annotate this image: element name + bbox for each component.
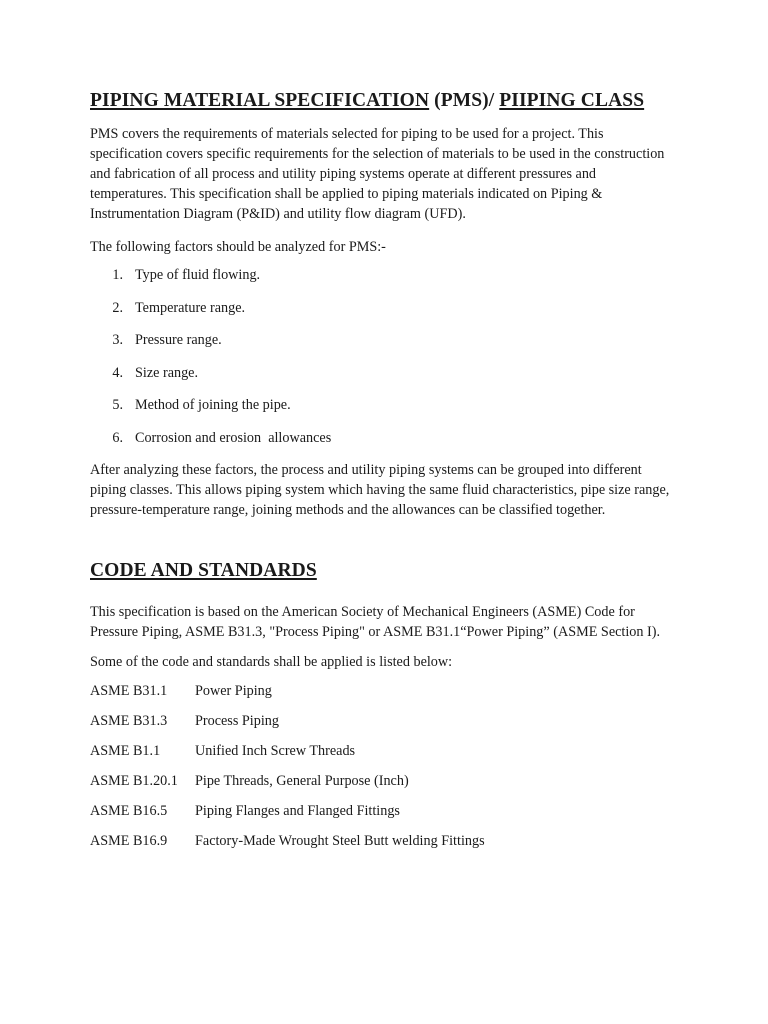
list-item-number: 3. bbox=[112, 332, 123, 348]
list-item bbox=[90, 395, 690, 428]
pms-intro-paragraph: PMS covers the requirements of materials selected for piping to be used for a project. This specification covers specific requirements for the selection of materials to be used in the construction and fabrication of all process and utility piping systems operate at different pressures and temperatures. This specification shall be applied to piping materials indicated on Piping & Instrumentation Diagram (P&ID) and utility flow diagram (UFD). bbox=[90, 126, 665, 222]
list-item bbox=[90, 298, 690, 331]
list-item-number: 1. bbox=[112, 267, 123, 283]
standard-row bbox=[90, 831, 690, 861]
code-standards-heading-text: CODE AND STANDARDS bbox=[90, 559, 317, 581]
factors-intro: The following factors should be analyzed for PMS:- bbox=[90, 239, 386, 255]
list-item-number: 4. bbox=[112, 364, 123, 381]
standard-code: ASME B1.20.1 bbox=[90, 772, 178, 789]
list-item-number: 6. bbox=[112, 429, 123, 446]
list-item-number: 2. bbox=[112, 299, 123, 316]
standard-code: ASME B31.1 bbox=[90, 682, 168, 699]
standard-row bbox=[90, 771, 690, 801]
list-item-number: 5. bbox=[112, 397, 123, 413]
standard-title: Unified Inch Screw Threads bbox=[195, 742, 356, 759]
pms-heading bbox=[90, 88, 690, 114]
list-item-text: Type of fluid flowing. bbox=[135, 267, 261, 283]
standards-list bbox=[90, 681, 690, 861]
standard-code: ASME B16.5 bbox=[90, 802, 168, 819]
list-item-text: Method of joining the pipe. bbox=[135, 397, 291, 413]
standards-list-intro: Some of the code and standards shall be applied is listed below: bbox=[90, 653, 453, 670]
standard-row bbox=[90, 741, 690, 771]
pms-heading-part3: PIIPING CLASS bbox=[499, 90, 645, 111]
standard-row bbox=[90, 801, 690, 831]
code-standards-heading bbox=[90, 558, 690, 584]
list-item bbox=[90, 428, 690, 451]
standard-title: Factory-Made Wrought Steel Butt welding Fittings bbox=[195, 832, 485, 849]
standard-row bbox=[90, 681, 690, 711]
pms-heading-part2: (PMS)/ bbox=[429, 90, 500, 111]
list-item bbox=[90, 265, 690, 298]
list-item-text: Temperature range. bbox=[135, 299, 246, 316]
standard-title: Pipe Threads, General Purpose (Inch) bbox=[195, 772, 409, 789]
standard-title: Power Piping bbox=[195, 682, 272, 699]
list-item bbox=[90, 330, 690, 363]
code-standards-intro: This specification is based on the American Society of Mechanical Engineers (ASME) Code for Pressure Piping, ASME B31.3, "Process Piping" or ASME B31.1“Power Piping” (ASME Section I). bbox=[90, 603, 661, 640]
list-item bbox=[90, 363, 690, 396]
standard-title: Process Piping bbox=[195, 712, 279, 729]
standard-row bbox=[90, 711, 690, 741]
list-item-text: Size range. bbox=[135, 364, 199, 381]
standard-title: Piping Flanges and Flanged Fittings bbox=[195, 802, 400, 819]
list-item-text: Corrosion and erosion allowances bbox=[135, 429, 332, 446]
standard-code: ASME B16.9 bbox=[90, 832, 168, 849]
factors-list bbox=[90, 265, 690, 451]
standard-code: ASME B31.3 bbox=[90, 712, 168, 729]
list-item-text: Pressure range. bbox=[135, 332, 222, 348]
pms-conclusion-paragraph: After analyzing these factors, the process and utility piping systems can be grouped into different piping classes. This allows piping system which having the same fluid characteristics, pipe size range, pressure-temperature range, joining methods and the allowances can be classified together. bbox=[90, 461, 670, 518]
document-page bbox=[90, 88, 690, 861]
standard-code: ASME B1.1 bbox=[90, 742, 161, 759]
pms-heading-part1: PIPING MATERIAL SPECIFICATION bbox=[90, 90, 430, 111]
